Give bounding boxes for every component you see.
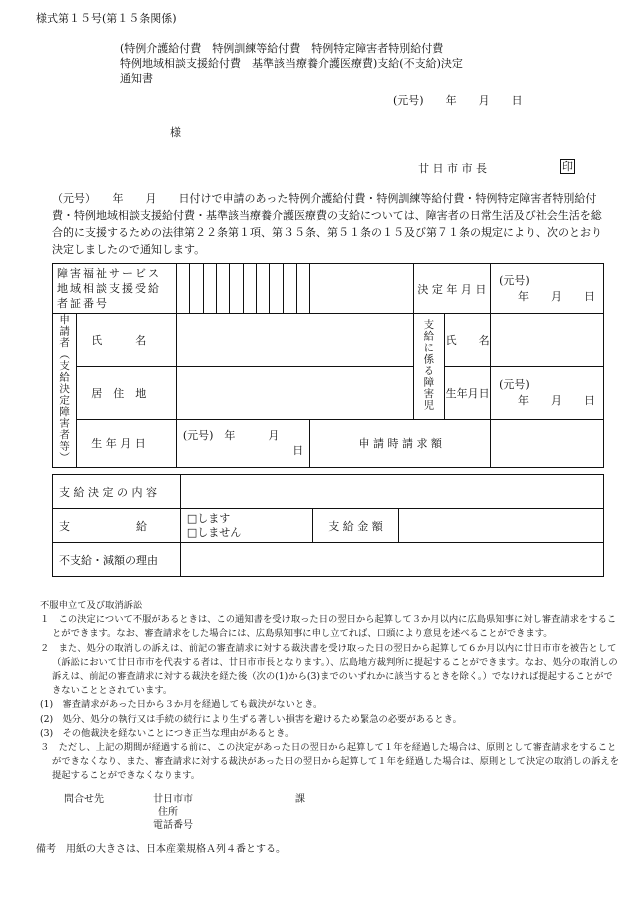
amount-value (399, 509, 604, 543)
reason-value (180, 543, 603, 577)
address-label: 居 住 地 (77, 367, 177, 420)
note-sub-2: (2) 処分、処分の執行又は手続の続行により生ずる著しい損害を避けるため緊急の必要があるとき。 (40, 713, 462, 725)
notice-body: （元号） 年 月 日付けで申請のあった特例介護給付費・特例訓練等給付費・特例特定障害者特別給付費・特例地域相談支援給付費・基準該当療養介護医療費の支給については、障害者の日常生活及び社会生活を総合的に支援するための法律第２２条第１項、第３５条、第５１条の１５及び第７１条の規定により、次のとおり決定しましたので通知します。 (52, 192, 602, 256)
child-birth-era: (元号) (499, 378, 530, 391)
address-value (176, 367, 413, 420)
birth-label: 生 年 月 日 (77, 420, 177, 468)
cert-digit-cell (296, 264, 309, 314)
cert-number-extra (310, 264, 413, 314)
contact-label: 問合せ先 (64, 794, 104, 805)
applicant-table (52, 263, 604, 468)
contact-org: 廿日市市 (153, 794, 193, 805)
cert-digit-cell (270, 264, 283, 314)
reason-label: 不支給・減額の理由 (53, 543, 181, 577)
name-label: 氏 名 (77, 314, 177, 367)
content-label: 支 給 決 定 の 内 容 (53, 475, 181, 509)
appeal-notes (40, 599, 620, 784)
decision-date-label: 決 定 年 月 日 (413, 264, 491, 314)
applicant-group (53, 314, 77, 468)
decision-date-ymd: 年 月 日 (518, 289, 595, 303)
note-sub-3: (3) その他裁決を経ないことにつき正当な理由があるとき。 (40, 727, 295, 739)
seal-mark: 印 (562, 160, 573, 173)
mayor-name: 廿 日 市 市 長 (418, 162, 487, 175)
content-value (180, 475, 603, 509)
birth-value (176, 420, 309, 468)
cert-digit-cell (176, 264, 189, 314)
birth-era: (元号) (182, 429, 214, 443)
form-number: 様式第１５号(第１５条関係) (36, 12, 177, 25)
amount-label: 支 給 金 額 (312, 509, 399, 543)
option-no: □しません (186, 525, 242, 539)
child-name-value (491, 314, 604, 367)
issue-date: (元号) 年 月 日 (393, 94, 523, 107)
child-label: 支給に係る障害児 (422, 319, 435, 411)
claim-value (491, 420, 604, 468)
decision-date-value (491, 264, 604, 314)
child-birth-label: 生年月日 (445, 367, 491, 420)
child-group (413, 314, 445, 420)
option-yes: □します (186, 511, 231, 525)
title-line-1: (特例介護給付費 特例訓練等給付費 特例特定障害者特別給付費 (120, 42, 444, 55)
note-item-2: ２ また、処分の取消しの訴えは、前記の審査請求に対する裁決書を受け取った日の翌日から起算して６か月以内に廿日市市を被告として（訴訟において廿日市市を代表する者は、廿日市市長となります。）、広島地方裁判所に提起することができます。なお、処分の取消しの訴えは、前記の審査請求に対する裁決を経た後（次の(1)から(3)までのいずれかに該当するときを除く。）でなければ提起することができないこととされています。 (40, 642, 618, 697)
birth-year-month: 年 月 (224, 429, 280, 443)
cert-digit-cell (283, 264, 296, 314)
decision-date-era: (元号) (499, 273, 530, 287)
addressee-sama: 様 (170, 126, 181, 139)
notes-heading: 不服申立て及び取消訴訟 (40, 600, 143, 611)
contact-address: 住所 (158, 807, 178, 818)
pay-label: 支 給 (53, 509, 181, 543)
cert-digit-cell (256, 264, 269, 314)
applicant-label: 申請者（支給決定障害者等） (58, 314, 71, 464)
note-item-1: １ この決定について不服があるときは、この通知書を受け取った日の翌日から起算して３か月以内に広島県知事に対し審査請求をすることができます。なお、審査請求をした場合には、広島県知事に申し立てれば、口頭により意見を述べることができます。 (40, 614, 617, 640)
note-sub-1: (1) 審査請求があった日から３か月を経過しても裁決がないとき。 (40, 699, 323, 711)
child-name-label: 氏 名 (445, 314, 491, 367)
title-line-2: 特例地域相談支援給付費 基準該当療養介護医療費)支給(不支給)決定 (120, 57, 463, 70)
child-birth-ymd: 年 月 日 (518, 394, 595, 407)
birth-day: 日 (292, 444, 304, 458)
contact-section: 課 (295, 794, 305, 805)
title-line-3: 通知書 (120, 72, 153, 85)
decision-table (52, 474, 604, 577)
cert-digit-cell (190, 264, 203, 314)
note-item-3: ３ ただし、上記の期間が経過する前に、この決定があった日の翌日から起算して１年を経過した場合は、原則として審査請求をすることができなくなり、また、審査請求に対する裁決があった日の翌日から起算して１年を経過した場合は、原則として決定の取消しの訴えを提起することができなくなります。 (40, 742, 620, 782)
contact-phone: 電話番号 (153, 820, 193, 831)
claim-label: 申 請 時 請 求 額 (310, 420, 491, 468)
cert-number-label: 障害福祉サービス地域相談支援受給者証番号 (53, 264, 177, 314)
name-value (176, 314, 413, 367)
cert-digit-cell (230, 264, 243, 314)
pay-options (180, 509, 312, 543)
cert-digit-cell (203, 264, 216, 314)
child-birth-value (491, 367, 604, 420)
cert-digit-cell (216, 264, 229, 314)
cert-digit-cell (243, 264, 256, 314)
remark-note: 備考 用紙の大きさは、日本産業規格Ａ列４番とする。 (36, 844, 286, 855)
